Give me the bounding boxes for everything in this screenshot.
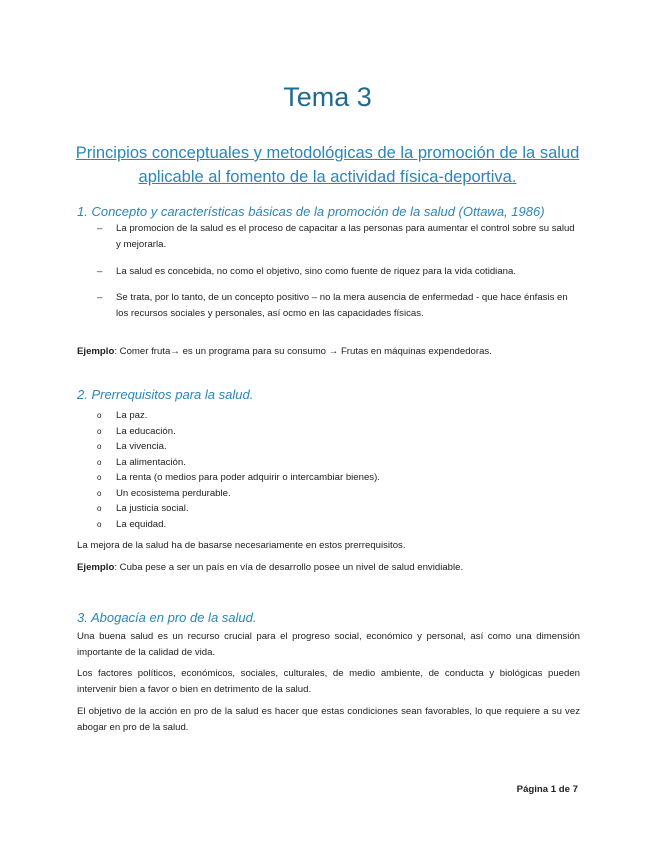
list-item-text: La educación. xyxy=(116,425,176,437)
list-item xyxy=(97,290,577,321)
list-item xyxy=(97,264,577,280)
list-item xyxy=(97,470,380,486)
prerequisites-list xyxy=(97,408,380,532)
example-text: : Cuba pese a ser un país en vía de desarrollo posee un nivel de salud envidiable. xyxy=(114,562,464,573)
list-item-text: La promocion de la salud es el proceso de capacitar a las personas para aumentar el control sobre su salud y mejorarla. xyxy=(116,223,575,250)
dash-bullet: – xyxy=(97,266,103,277)
list-item xyxy=(97,486,380,502)
page-number: Página 1 de 7 xyxy=(516,784,578,795)
circle-bullet: o xyxy=(97,519,102,529)
list-item xyxy=(97,221,577,252)
list-item xyxy=(97,439,380,455)
circle-bullet: o xyxy=(97,442,102,451)
section2-note: La mejora de la salud ha de basarse necesariamente en estos prerrequisitos. xyxy=(77,540,406,551)
list-item xyxy=(97,408,380,424)
section1-example xyxy=(77,344,580,360)
page-subtitle: Principios conceptuales y metodológicas de la promoción de la salud aplicable al fomento de la actividad física-deportiva. xyxy=(75,144,580,186)
circle-bullet: o xyxy=(97,457,102,467)
section3-heading: 3. Abogacía en pro de la salud. xyxy=(77,610,257,625)
circle-bullet: o xyxy=(97,411,102,420)
list-item-text: Se trata, por lo tanto, de un concepto positivo – no la mera ausencia de enfermedad - que hace énfasis en los recursos sociales y personales, así ocmo en las capacidades físicas. xyxy=(116,292,568,319)
circle-bullet: o xyxy=(97,488,102,498)
list-item xyxy=(97,501,380,517)
section1-heading: 1. Concepto y características básicas de la promoción de la salud (Ottawa, 1986) xyxy=(77,204,545,219)
circle-bullet: o xyxy=(97,504,102,513)
list-item-text: La paz. xyxy=(116,410,148,421)
example-label: Ejemplo xyxy=(77,562,115,573)
list-item xyxy=(97,455,380,471)
list-item-text: La vivencia. xyxy=(116,441,167,452)
page-title: Tema 3 xyxy=(283,82,372,112)
paragraph: Una buena salud es un recurso crucial para el progreso social, económico y personal, así como una dimensión importante de la calidad de vida. xyxy=(77,631,580,658)
example-label: Ejemplo xyxy=(77,346,115,357)
list-item-text: La salud es concebida, no como el objetivo, sino como fuente de riquez para la vida cotidiana. xyxy=(116,266,516,277)
list-item xyxy=(97,517,380,533)
example-text: : Comer fruta→ es un programa para su consumo → Frutas en máquinas expendedoras. xyxy=(114,346,492,357)
list-item-text: La equidad. xyxy=(116,518,167,530)
circle-bullet: o xyxy=(97,426,102,436)
section2-example xyxy=(77,560,580,576)
paragraph: El objetivo de la acción en pro de la salud es hacer que estas condiciones sean favorables, lo que requiere a su vez abogar en pro de la salud. xyxy=(77,706,580,733)
list-item-text: La renta (o medios para poder adquirir o intercambiar bienes). xyxy=(116,472,380,483)
section2-heading: 2. Prerrequisitos para la salud. xyxy=(77,387,254,402)
dash-bullet: – xyxy=(97,292,103,303)
list-item-text: La justicia social. xyxy=(116,503,189,514)
list-item-text: Un ecosistema perdurable. xyxy=(116,487,231,499)
list-item-text: La alimentación. xyxy=(116,456,186,468)
paragraph: Los factores políticos, económicos, sociales, culturales, de medio ambiente, de conducta y biológicas pueden intervenir bien a favor o bien en detrimento de la salud. xyxy=(77,668,580,695)
list-item xyxy=(97,424,380,440)
dash-bullet: – xyxy=(97,223,103,234)
circle-bullet: o xyxy=(97,473,102,482)
